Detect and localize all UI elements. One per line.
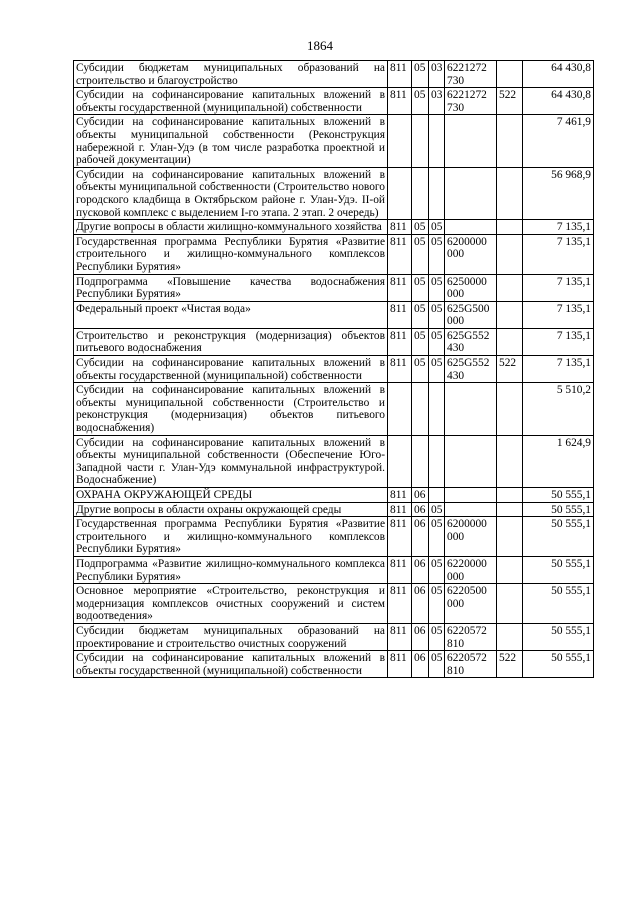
section-code-cell: 06 xyxy=(412,623,429,650)
table-row xyxy=(74,502,594,517)
section-code-cell xyxy=(412,167,429,219)
target-article-cell: 6220500 000 xyxy=(445,584,497,624)
item-name-cell: Другие вопросы в области жилищно-коммунального хозяйства xyxy=(74,220,388,235)
ministry-code-cell: 811 xyxy=(388,623,412,650)
ministry-code-cell xyxy=(388,115,412,167)
subsection-code-cell xyxy=(429,435,445,487)
table-row xyxy=(74,234,594,274)
subsection-code-cell xyxy=(429,167,445,219)
amount-cell: 7 135,1 xyxy=(523,234,594,274)
ministry-code-cell: 811 xyxy=(388,301,412,328)
target-article-cell: 6220572 810 xyxy=(445,623,497,650)
item-name-cell: Основное мероприятие «Строительство, реконструкция и модернизация комплексов очистных сооружений и систем водоотведения» xyxy=(74,584,388,624)
table-row xyxy=(74,651,594,678)
table-row xyxy=(74,88,594,115)
ministry-code-cell: 811 xyxy=(388,356,412,383)
ministry-code-cell xyxy=(388,167,412,219)
item-name-cell: Федеральный проект «Чистая вода» xyxy=(74,301,388,328)
expense-type-cell: 522 xyxy=(497,651,523,678)
section-code-cell: 05 xyxy=(412,220,429,235)
ministry-code-cell: 811 xyxy=(388,502,412,517)
target-article-cell: 6220000 000 xyxy=(445,556,497,583)
ministry-code-cell: 811 xyxy=(388,234,412,274)
subsection-code-cell: 05 xyxy=(429,220,445,235)
ministry-code-cell: 811 xyxy=(388,517,412,557)
page-number: 1864 xyxy=(307,38,333,53)
item-name-cell: Строительство и реконструкция (модернизация) объектов питьевого водоснабжения xyxy=(74,328,388,355)
amount-cell: 50 555,1 xyxy=(523,623,594,650)
item-name-cell: Субсидии на софинансирование капитальных вложений в объекты муниципальной собственности (Реконструкция набережной г. Улан-Удэ (в том числе разработка проектной и рабочей документации) xyxy=(74,115,388,167)
target-article-cell: 625G552 430 xyxy=(445,328,497,355)
item-name-cell: Субсидии бюджетам муниципальных образований на проектирование и строительство очистных сооружений xyxy=(74,623,388,650)
ministry-code-cell: 811 xyxy=(388,274,412,301)
section-code-cell: 06 xyxy=(412,584,429,624)
expense-type-cell xyxy=(497,517,523,557)
expense-type-cell xyxy=(497,488,523,503)
expense-type-cell xyxy=(497,383,523,435)
expense-type-cell xyxy=(497,328,523,355)
amount-cell: 1 624,9 xyxy=(523,435,594,487)
table-row xyxy=(74,435,594,487)
amount-cell: 7 135,1 xyxy=(523,301,594,328)
item-name-cell: Государственная программа Республики Бурятия «Развитие строительного и жилищно-коммунального комплексов Республики Бурятия» xyxy=(74,234,388,274)
target-article-cell xyxy=(445,502,497,517)
section-code-cell: 05 xyxy=(412,301,429,328)
item-name-cell: Другие вопросы в области охраны окружающей среды xyxy=(74,502,388,517)
section-code-cell: 05 xyxy=(412,61,429,88)
target-article-cell xyxy=(445,488,497,503)
expense-type-cell xyxy=(497,584,523,624)
expense-type-cell xyxy=(497,623,523,650)
target-article-cell: 6221272 730 xyxy=(445,61,497,88)
subsection-code-cell: 05 xyxy=(429,584,445,624)
subsection-code-cell: 05 xyxy=(429,517,445,557)
table-body xyxy=(74,61,594,678)
item-name-cell: Субсидии на софинансирование капитальных вложений в объекты государственной (муниципальной) собственности xyxy=(74,651,388,678)
target-article-cell xyxy=(445,435,497,487)
table-row xyxy=(74,167,594,219)
item-name-cell: Субсидии на софинансирование капитальных вложений в объекты государственной (муниципальной) собственности xyxy=(74,88,388,115)
amount-cell: 7 135,1 xyxy=(523,328,594,355)
amount-cell: 56 968,9 xyxy=(523,167,594,219)
table-row xyxy=(74,556,594,583)
subsection-code-cell: 05 xyxy=(429,623,445,650)
expense-type-cell xyxy=(497,556,523,583)
amount-cell: 50 555,1 xyxy=(523,502,594,517)
amount-cell: 5 510,2 xyxy=(523,383,594,435)
ministry-code-cell: 811 xyxy=(388,328,412,355)
item-name-cell: Субсидии на софинансирование капитальных вложений в объекты муниципальной собственности (Строительство нового городского кладбища в Октябрьском районе г. Улан-Удэ. II-ой пусковой комплекс с выделением I-го этапа. 2 этап. 2 очередь) xyxy=(74,167,388,219)
section-code-cell xyxy=(412,383,429,435)
section-code-cell: 05 xyxy=(412,274,429,301)
expense-type-cell xyxy=(497,301,523,328)
item-name-cell: Субсидии на софинансирование капитальных вложений в объекты муниципальной собственности (Строительство и реконструкция (модернизация) объектов питьевого водоснабжения) xyxy=(74,383,388,435)
subsection-code-cell xyxy=(429,488,445,503)
item-name-cell: Субсидии бюджетам муниципальных образований на строительство и благоустройство xyxy=(74,61,388,88)
item-name-cell: ОХРАНА ОКРУЖАЮЩЕЙ СРЕДЫ xyxy=(74,488,388,503)
amount-cell: 7 135,1 xyxy=(523,356,594,383)
section-code-cell: 06 xyxy=(412,556,429,583)
table-row xyxy=(74,220,594,235)
subsection-code-cell xyxy=(429,383,445,435)
subsection-code-cell: 05 xyxy=(429,502,445,517)
item-name-cell: Субсидии на софинансирование капитальных вложений в объекты муниципальной собственности (Обеспечение Юго-Западной части г. Улан-Удэ коммунальной инфраструктурой. Водоснабжение) xyxy=(74,435,388,487)
table-row xyxy=(74,61,594,88)
section-code-cell: 05 xyxy=(412,88,429,115)
section-code-cell xyxy=(412,435,429,487)
amount-cell: 50 555,1 xyxy=(523,651,594,678)
target-article-cell: 625G500 000 xyxy=(445,301,497,328)
ministry-code-cell: 811 xyxy=(388,488,412,503)
section-code-cell: 06 xyxy=(412,502,429,517)
subsection-code-cell: 05 xyxy=(429,234,445,274)
table-row xyxy=(74,488,594,503)
expense-type-cell xyxy=(497,234,523,274)
subsection-code-cell: 05 xyxy=(429,556,445,583)
subsection-code-cell: 05 xyxy=(429,651,445,678)
subsection-code-cell: 03 xyxy=(429,88,445,115)
amount-cell: 50 555,1 xyxy=(523,488,594,503)
target-article-cell: 6200000 000 xyxy=(445,234,497,274)
expense-type-cell xyxy=(497,274,523,301)
subsection-code-cell: 05 xyxy=(429,328,445,355)
table-row xyxy=(74,301,594,328)
target-article-cell: 6220572 810 xyxy=(445,651,497,678)
target-article-cell: 625G552 430 xyxy=(445,356,497,383)
subsection-code-cell: 05 xyxy=(429,356,445,383)
target-article-cell: 6200000 000 xyxy=(445,517,497,557)
ministry-code-cell: 811 xyxy=(388,556,412,583)
ministry-code-cell: 811 xyxy=(388,584,412,624)
target-article-cell xyxy=(445,220,497,235)
section-code-cell xyxy=(412,115,429,167)
table-row xyxy=(74,383,594,435)
amount-cell: 7 135,1 xyxy=(523,220,594,235)
expense-type-cell xyxy=(497,220,523,235)
section-code-cell: 06 xyxy=(412,517,429,557)
section-code-cell: 05 xyxy=(412,234,429,274)
item-name-cell: Подпрограмма «Развитие жилищно-коммунального комплекса Республики Бурятия» xyxy=(74,556,388,583)
subsection-code-cell: 05 xyxy=(429,274,445,301)
section-code-cell: 06 xyxy=(412,488,429,503)
expense-type-cell: 522 xyxy=(497,356,523,383)
section-code-cell: 05 xyxy=(412,328,429,355)
item-name-cell: Государственная программа Республики Бурятия «Развитие строительного и жилищно-коммунального комплексов Республики Бурятия» xyxy=(74,517,388,557)
ministry-code-cell: 811 xyxy=(388,88,412,115)
expense-type-cell xyxy=(497,167,523,219)
table-row xyxy=(74,115,594,167)
section-code-cell: 05 xyxy=(412,356,429,383)
target-article-cell xyxy=(445,167,497,219)
expense-type-cell xyxy=(497,115,523,167)
item-name-cell: Субсидии на софинансирование капитальных вложений в объекты государственной (муниципальной) собственности xyxy=(74,356,388,383)
ministry-code-cell: 811 xyxy=(388,651,412,678)
target-article-cell xyxy=(445,383,497,435)
amount-cell: 50 555,1 xyxy=(523,584,594,624)
expense-type-cell xyxy=(497,502,523,517)
ministry-code-cell xyxy=(388,383,412,435)
amount-cell: 64 430,8 xyxy=(523,61,594,88)
target-article-cell: 6250000 000 xyxy=(445,274,497,301)
table-row xyxy=(74,517,594,557)
amount-cell: 7 135,1 xyxy=(523,274,594,301)
expense-type-cell xyxy=(497,435,523,487)
expense-type-cell: 522 xyxy=(497,88,523,115)
amount-cell: 50 555,1 xyxy=(523,517,594,557)
table-row xyxy=(74,274,594,301)
table-row xyxy=(74,328,594,355)
ministry-code-cell: 811 xyxy=(388,220,412,235)
table-row xyxy=(74,584,594,624)
amount-cell: 7 461,9 xyxy=(523,115,594,167)
target-article-cell xyxy=(445,115,497,167)
amount-cell: 50 555,1 xyxy=(523,556,594,583)
target-article-cell: 6221272 730 xyxy=(445,88,497,115)
ministry-code-cell xyxy=(388,435,412,487)
subsection-code-cell xyxy=(429,115,445,167)
subsection-code-cell: 03 xyxy=(429,61,445,88)
table-row xyxy=(74,356,594,383)
amount-cell: 64 430,8 xyxy=(523,88,594,115)
section-code-cell: 06 xyxy=(412,651,429,678)
table-row xyxy=(74,623,594,650)
ministry-code-cell: 811 xyxy=(388,61,412,88)
subsection-code-cell: 05 xyxy=(429,301,445,328)
item-name-cell: Подпрограмма «Повышение качества водоснабжения Республики Бурятия» xyxy=(74,274,388,301)
budget-table xyxy=(73,60,594,678)
expense-type-cell xyxy=(497,61,523,88)
